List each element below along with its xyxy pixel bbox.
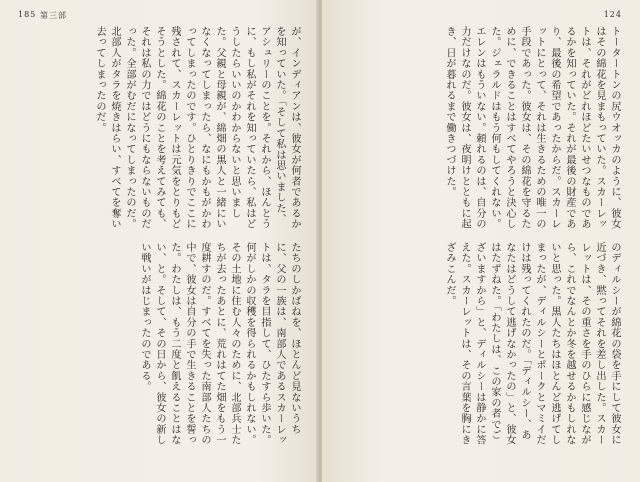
page-number: 124 [603, 10, 622, 19]
text-block-upper [338, 26, 622, 230]
text-block-lower [18, 242, 302, 446]
page-number: 185 [18, 10, 37, 19]
body-text: たちのしかばねを、ほとんど見ないうちに、父の一族は、南部人であるスカーレットは、タラを目指して、ひたすら歩いた。何がしかの収穫を得られるかもしれない。その土地に住む人々のために、北部兵士たちが去ったあとに、荒れはてた畑をもう一度耕すのだ。すべてを失った南部人たちの中で、彼女は自分の手で生きることを誓った。わたしは、もう二度と飢えることはない、と。そして、その日から、彼女の新しい戦いがはじまったのである。 [139, 242, 300, 446]
left-page [0, 0, 318, 482]
running-head: 第三部 [40, 11, 67, 20]
text-block-upper [18, 26, 302, 230]
body-text: が、インディアンは、彼女が何者であるかを知っていた。「そして私は思いました、アシュリーのことを。それから、ほんとうに、もし私がそれを知っていたら、私はどうしたらいいのかわからないと思いました。父親と母親が、綿畑の黒人と一緒にいなくなってしまったら、なにもかもがかわってしまったのです。ひとりきりでここに残されて、スカーレットは元気をとりもどそうとした。綿花のことを考えてみても、それは私の力ではどうにもならないものだった。全部がむだになってしまったのだ。北部人がタラを焼きはらい、すべてを奪い去ってしまったのだ。 [94, 26, 300, 230]
right-page [322, 0, 640, 482]
text-block-lower [338, 242, 622, 446]
body-text: のディルシーが綿花の袋を手にして彼女に近づき、黙ってそれを差し出した。スカーレットは、その重さを手のひらに感じながら、これでなんとか冬を越せるかもしれないと思った。黒人たちはほとんど逃げてしまったが、ディルシーとポークとマミイだけは残ってくれたのだ。「ディルシー、あなたはどうして逃げなかったの」と、彼女はたずねた。「わたしは、この家の者でございますから」と、ディルシーは静かに答えた。スカーレットは、その言葉を胸にきざみこんだ。 [444, 242, 620, 446]
body-text: トータートンの尻ウオッカのように、彼女はその綿花を見まもっていた。スカーレットは、それがどれほどたいせつなものであるかを知っていた。それが最後の財産であり、最後の希望であったからだ。スカーレットにとって、それは生きるための唯一の手段であった。彼女は、その綿花を守るために、できることはすべてやろうと決心した。ジェラルドはもう何もしてくれない。エレンはもういない。頼れるのは、自分の力だけなのだ。彼女は、夜明けとともに起き、日が暮れるまで働きつづけた。 [444, 26, 620, 230]
